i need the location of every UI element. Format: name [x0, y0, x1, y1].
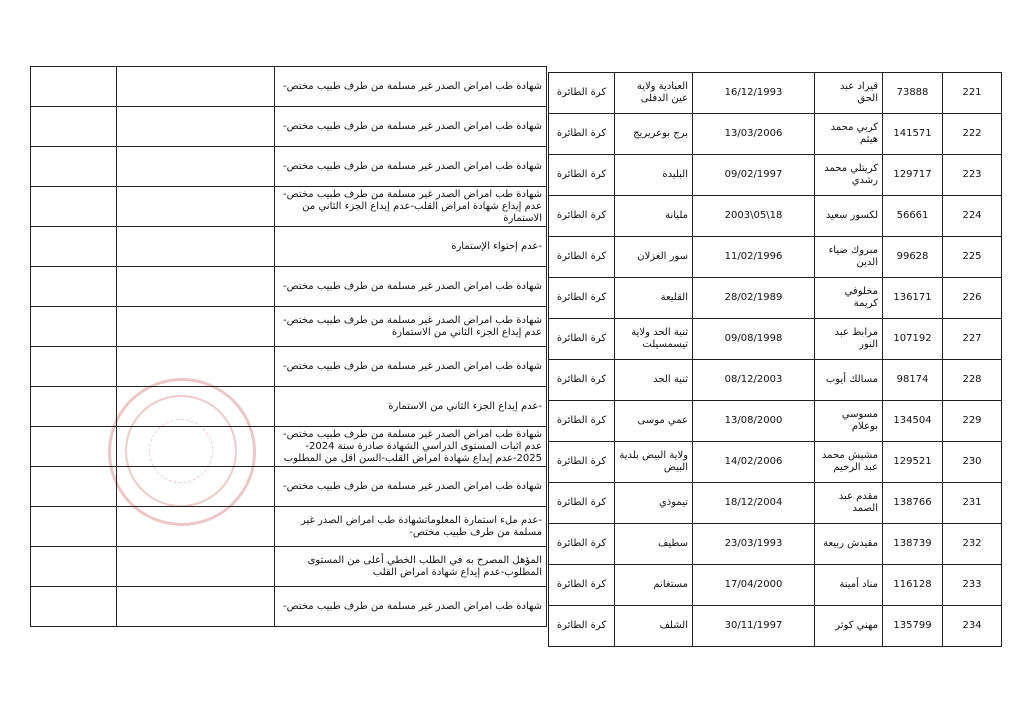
remark-cell: شهادة طب امراض الصدر غير مسلمة من طرف طبيب مختص-عدم إيداع الجزء الثاني من الاستمارة	[275, 307, 547, 347]
row-number-cell: 222	[943, 114, 1002, 155]
empty-cell	[117, 227, 275, 267]
empty-cell	[117, 467, 275, 507]
sport-cell: كرة الطائرة	[549, 360, 615, 401]
row-number-cell: 232	[943, 524, 1002, 565]
remarks-row	[31, 147, 547, 187]
name-cell: مقيدش ربيعة	[815, 524, 883, 565]
empty-cell	[31, 107, 117, 147]
candidate-row	[549, 606, 1002, 647]
remark-cell: شهادة طب امراض الصدر غير مسلمة من طرف طبيب مختص-عدم إيداع شهادة امراض القلب-عدم إيداع الجزء الثاني من الاستمارة	[275, 187, 547, 227]
id-cell: 138766	[883, 483, 943, 524]
candidate-row	[549, 237, 1002, 278]
row-number-cell: 233	[943, 565, 1002, 606]
name-cell: مهني كوثر	[815, 606, 883, 647]
id-cell: 99628	[883, 237, 943, 278]
candidate-row	[549, 114, 1002, 155]
empty-cell	[31, 267, 117, 307]
remark-cell: شهادة طب امراض الصدر غير مسلمة من طرف طبيب مختص-	[275, 67, 547, 107]
sport-cell: كرة الطائرة	[549, 278, 615, 319]
empty-cell	[31, 187, 117, 227]
row-number-cell: 226	[943, 278, 1002, 319]
birthdate-cell: 18/12/2004	[693, 483, 815, 524]
remarks-row	[31, 347, 547, 387]
remark-cell: المؤهل المصرح به في الطلب الخطي أعلى من المستوى المطلوب-عدم إيداع شهادة امراض القلب	[275, 547, 547, 587]
empty-cell	[31, 587, 117, 627]
empty-cell	[31, 387, 117, 427]
name-cell: مقدم عبد الصمد	[815, 483, 883, 524]
remarks-row	[31, 187, 547, 227]
row-number-cell: 228	[943, 360, 1002, 401]
birthdate-cell: 23/03/1993	[693, 524, 815, 565]
birthdate-cell: 08/12/2003	[693, 360, 815, 401]
sport-cell: كرة الطائرة	[549, 114, 615, 155]
birthdate-cell: 16/12/1993	[693, 73, 815, 114]
sport-cell: كرة الطائرة	[549, 606, 615, 647]
row-number-cell: 229	[943, 401, 1002, 442]
empty-cell	[31, 507, 117, 547]
birthdate-cell: 2003\05\18	[693, 196, 815, 237]
empty-cell	[117, 507, 275, 547]
candidate-row	[549, 196, 1002, 237]
remark-cell: -عدم إيداع الجزء الثاني من الاستمارة	[275, 387, 547, 427]
sport-cell: كرة الطائرة	[549, 401, 615, 442]
birthdate-cell: 17/04/2000	[693, 565, 815, 606]
remark-cell: -عدم ملء استمارة المعلوماتشهادة طب امراض الصدر غير مسلمة من طرف طبيب مختص-	[275, 507, 547, 547]
candidate-row	[549, 319, 1002, 360]
id-cell: 141571	[883, 114, 943, 155]
birthplace-cell: تيموذي	[615, 483, 693, 524]
remarks-row	[31, 67, 547, 107]
remarks-row	[31, 107, 547, 147]
id-cell: 73888	[883, 73, 943, 114]
row-number-cell: 223	[943, 155, 1002, 196]
id-cell: 134504	[883, 401, 943, 442]
empty-cell	[31, 147, 117, 187]
name-cell: كريتلي محمد رشدي	[815, 155, 883, 196]
id-cell: 129521	[883, 442, 943, 483]
birthplace-cell: مستغانم	[615, 565, 693, 606]
remark-cell: -عدم إحتواء الإستمارة	[275, 227, 547, 267]
candidate-row	[549, 442, 1002, 483]
empty-cell	[31, 547, 117, 587]
candidate-row	[549, 483, 1002, 524]
birthplace-cell: ولاية البيض بلدية البيض	[615, 442, 693, 483]
candidate-row	[549, 524, 1002, 565]
birthplace-cell: البليدة	[615, 155, 693, 196]
id-cell: 56661	[883, 196, 943, 237]
remarks-row	[31, 547, 547, 587]
remarks-table	[30, 66, 547, 627]
candidate-row	[549, 278, 1002, 319]
id-cell: 107192	[883, 319, 943, 360]
row-number-cell: 231	[943, 483, 1002, 524]
candidate-row	[549, 565, 1002, 606]
sport-cell: كرة الطائرة	[549, 319, 615, 360]
empty-cell	[117, 147, 275, 187]
remark-cell: شهادة طب امراض الصدر غير مسلمة من طرف طبيب مختص-	[275, 267, 547, 307]
name-cell: مناد أمينة	[815, 565, 883, 606]
birthdate-cell: 11/02/1996	[693, 237, 815, 278]
name-cell: مسالك أيوب	[815, 360, 883, 401]
birthplace-cell: ثنية الحد ولاية تيسمسيلت	[615, 319, 693, 360]
remarks-row	[31, 227, 547, 267]
candidates-table	[548, 72, 1002, 647]
empty-cell	[117, 547, 275, 587]
empty-cell	[31, 427, 117, 467]
remarks-row	[31, 467, 547, 507]
birthdate-cell: 13/03/2006	[693, 114, 815, 155]
empty-cell	[31, 227, 117, 267]
birthplace-cell: ثنية الحد	[615, 360, 693, 401]
remark-cell: شهادة طب امراض الصدر غير مسلمة من طرف طبيب مختص-	[275, 467, 547, 507]
empty-cell	[117, 187, 275, 227]
remark-cell: شهادة طب امراض الصدر غير مسلمة من طرف طبيب مختص-	[275, 587, 547, 627]
row-number-cell: 230	[943, 442, 1002, 483]
empty-cell	[31, 67, 117, 107]
birthplace-cell: العبادية ولاية عين الدفلى	[615, 73, 693, 114]
row-number-cell: 225	[943, 237, 1002, 278]
remark-cell: شهادة طب امراض الصدر غير مسلمة من طرف طبيب مختص-	[275, 347, 547, 387]
remarks-row	[31, 307, 547, 347]
candidate-row	[549, 155, 1002, 196]
id-cell: 98174	[883, 360, 943, 401]
remarks-row	[31, 387, 547, 427]
empty-cell	[117, 347, 275, 387]
name-cell: قيراد عبد الحق	[815, 73, 883, 114]
remark-cell: شهادة طب امراض الصدر غير مسلمة من طرف طبيب مختص-	[275, 107, 547, 147]
sport-cell: كرة الطائرة	[549, 565, 615, 606]
id-cell: 116128	[883, 565, 943, 606]
empty-cell	[117, 427, 275, 467]
empty-cell	[117, 107, 275, 147]
birthdate-cell: 09/08/1998	[693, 319, 815, 360]
candidate-row	[549, 401, 1002, 442]
birthdate-cell: 14/02/2006	[693, 442, 815, 483]
candidate-row	[549, 360, 1002, 401]
empty-cell	[117, 267, 275, 307]
remark-cell: شهادة طب امراض الصدر غير مسلمة من طرف طبيب مختص-عدم اثبات المستوى الدراسي الشهادة صادرة سنة 2024-2025-عدم إيداع شهادة امراض القلب-السن اقل من المطلوب	[275, 427, 547, 467]
birthdate-cell: 30/11/1997	[693, 606, 815, 647]
empty-cell	[117, 67, 275, 107]
remarks-row	[31, 587, 547, 627]
empty-cell	[117, 387, 275, 427]
name-cell: مسوسي بوعلام	[815, 401, 883, 442]
birthplace-cell: مليانة	[615, 196, 693, 237]
sport-cell: كرة الطائرة	[549, 524, 615, 565]
birthplace-cell: القليعة	[615, 278, 693, 319]
row-number-cell: 234	[943, 606, 1002, 647]
id-cell: 138739	[883, 524, 943, 565]
sport-cell: كرة الطائرة	[549, 73, 615, 114]
remarks-row	[31, 507, 547, 547]
sport-cell: كرة الطائرة	[549, 442, 615, 483]
id-cell: 129717	[883, 155, 943, 196]
empty-cell	[31, 467, 117, 507]
birthdate-cell: 13/08/2000	[693, 401, 815, 442]
name-cell: مخلوفي كريمة	[815, 278, 883, 319]
sport-cell: كرة الطائرة	[549, 196, 615, 237]
birthplace-cell: سور الغزلان	[615, 237, 693, 278]
id-cell: 135799	[883, 606, 943, 647]
empty-cell	[31, 307, 117, 347]
name-cell: كربي محمد هيثم	[815, 114, 883, 155]
empty-cell	[117, 587, 275, 627]
name-cell: مشيش محمد عبد الرحيم	[815, 442, 883, 483]
empty-cell	[117, 307, 275, 347]
sport-cell: كرة الطائرة	[549, 237, 615, 278]
row-number-cell: 221	[943, 73, 1002, 114]
id-cell: 136171	[883, 278, 943, 319]
birthplace-cell: عمي موسى	[615, 401, 693, 442]
candidate-row	[549, 73, 1002, 114]
sport-cell: كرة الطائرة	[549, 483, 615, 524]
sport-cell: كرة الطائرة	[549, 155, 615, 196]
birthdate-cell: 09/02/1997	[693, 155, 815, 196]
row-number-cell: 224	[943, 196, 1002, 237]
remarks-row	[31, 267, 547, 307]
remarks-row	[31, 427, 547, 467]
birthplace-cell: برج بوعريريج	[615, 114, 693, 155]
remark-cell: شهادة طب امراض الصدر غير مسلمة من طرف طبيب مختص-	[275, 147, 547, 187]
empty-cell	[31, 347, 117, 387]
birthplace-cell: الشلف	[615, 606, 693, 647]
name-cell: مرابط عبد النور	[815, 319, 883, 360]
row-number-cell: 227	[943, 319, 1002, 360]
name-cell: لكسور سعيد	[815, 196, 883, 237]
birthdate-cell: 28/02/1989	[693, 278, 815, 319]
birthplace-cell: سطيف	[615, 524, 693, 565]
name-cell: مبروك ضياء الدين	[815, 237, 883, 278]
